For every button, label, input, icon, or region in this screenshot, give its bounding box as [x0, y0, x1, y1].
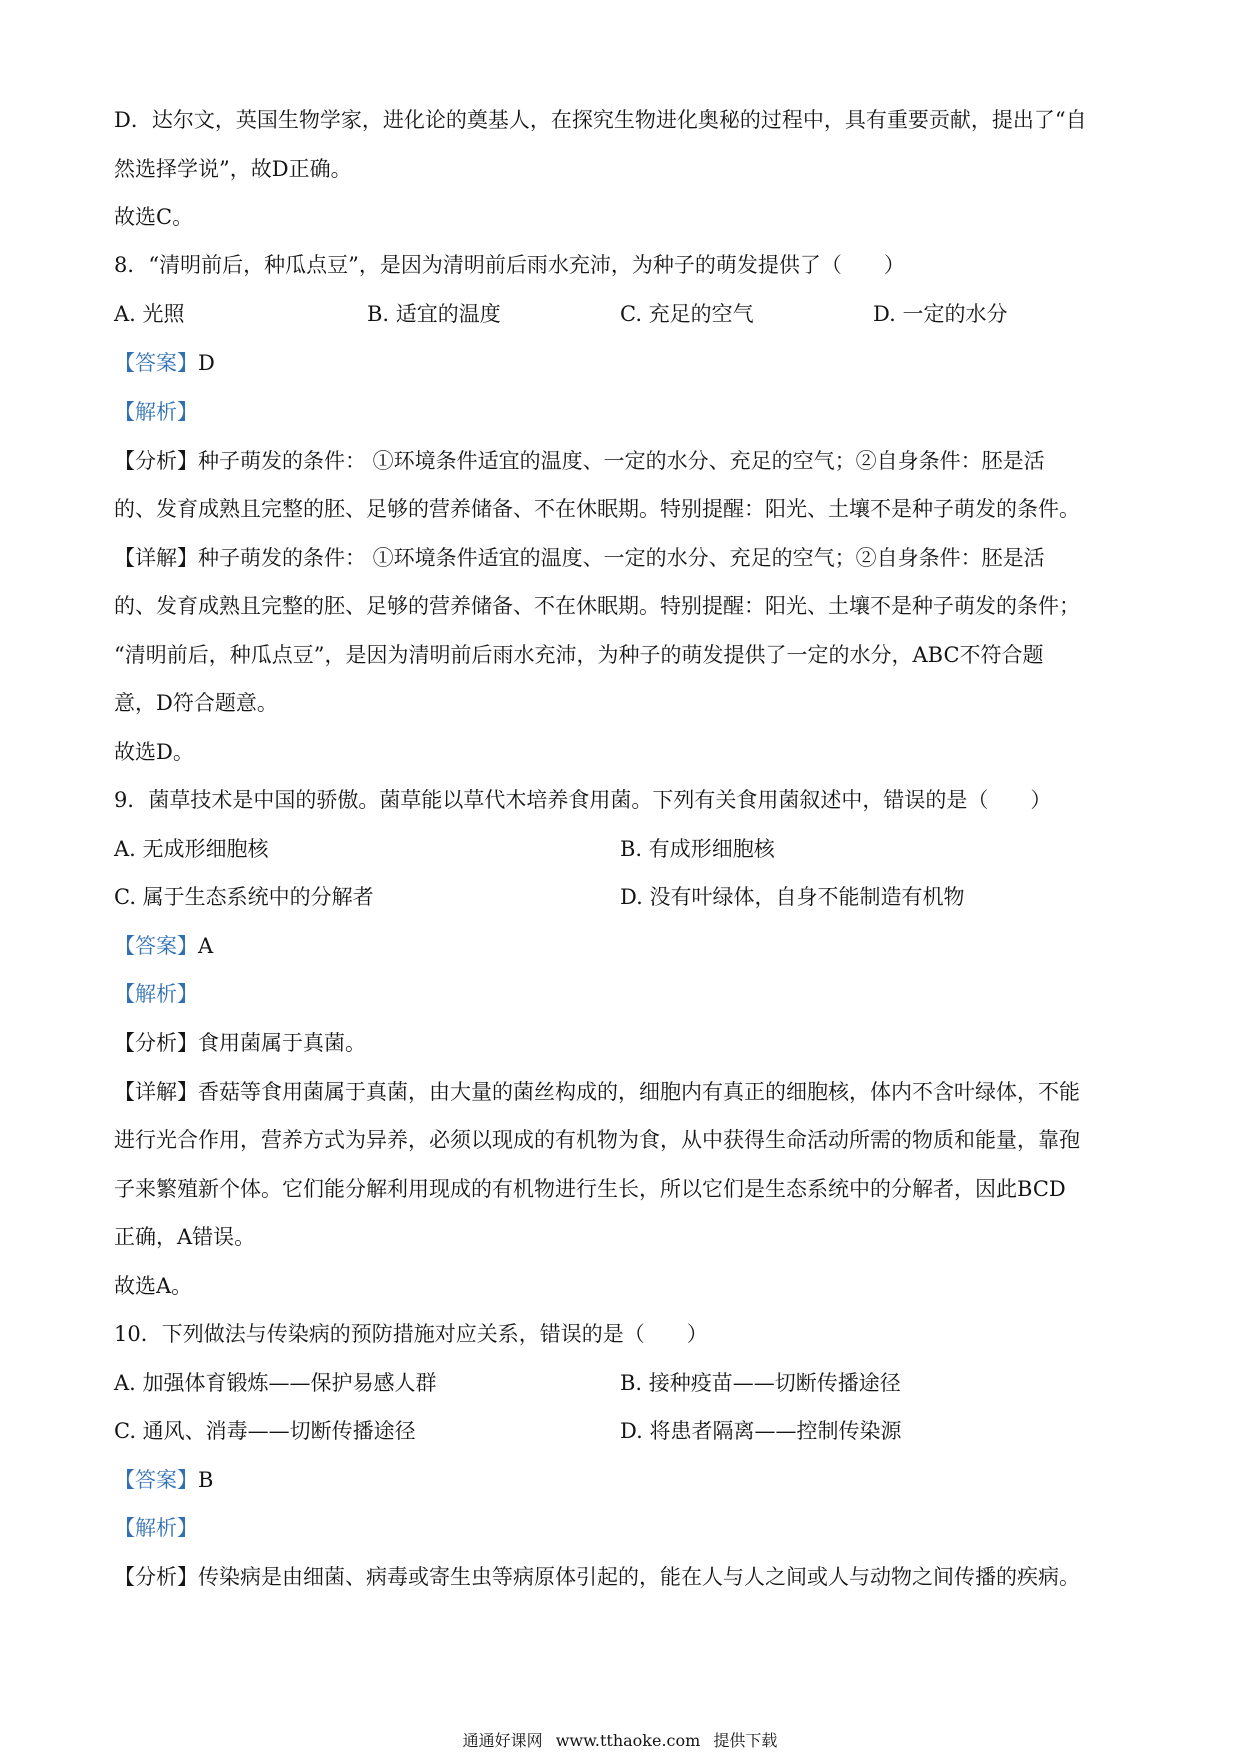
q9-explain-heading: [114, 980, 198, 1008]
detail-tag: 【详解】: [114, 546, 198, 570]
q9-analysis-text: 食用菌属于真菌。: [198, 1031, 366, 1055]
explain-tag: 【解析】: [114, 400, 198, 424]
analysis-tag: 【分析】: [114, 1031, 198, 1055]
q10-option-b: B. 接种疫苗——切断传播途径: [620, 1371, 901, 1395]
detail-tag: 【详解】: [114, 1080, 198, 1104]
page-footer: [0, 1731, 1240, 1751]
q9-detail-text-1: 香菇等食用菌属于真菌，由大量的菌丝构成的，细胞内有真正的细胞核，体内不含叶绿体，不能: [198, 1080, 1080, 1104]
analysis-tag: 【分析】: [114, 1565, 198, 1589]
q8-explain-heading: [114, 398, 198, 426]
q8-answer-value: D: [198, 351, 215, 375]
q8-answer: [114, 349, 215, 377]
q9-detail-2: 进行光合作用，营养方式为异养，必须以现成的有机物为食，从中获得生命活动所需的物质和能量，靠孢: [114, 1128, 1080, 1152]
q8-stem: 8．“清明前后，种瓜点豆”，是因为清明前后雨水充沛，为种子的萌发提供了（ ）: [114, 253, 905, 277]
q9-answer-value: A: [198, 934, 214, 958]
q8-detail-4: 意，D符合题意。: [114, 691, 278, 715]
answer-tag: 【答案】: [114, 1468, 198, 1492]
q8-analysis-text-1: 种子萌发的条件： ①环境条件适宜的温度、一定的水分、充足的空气；②自身条件：胚是活: [198, 449, 1045, 473]
q9-option-d: D. 没有叶绿体，自身不能制造有机物: [620, 885, 965, 909]
q9-option-a: A. 无成形细胞核: [114, 837, 269, 861]
analysis-tag: 【分析】: [114, 449, 198, 473]
q8-detail-3: “清明前后，种瓜点豆”，是因为清明前后雨水充沛，为种子的萌发提供了一定的水分，ABC不符合题: [114, 643, 1044, 667]
q8-detail-2: 的、发育成熟且完整的胚、足够的营养储备、不在休眠期。特别提醒：阳光、土壤不是种子萌发的条件；: [114, 594, 1080, 618]
q9-detail-3: 子来繁殖新个体。它们能分解利用现成的有机物进行生长，所以它们是生态系统中的分解者，因此BCD: [114, 1177, 1066, 1201]
q9-conclusion: 故选A。: [114, 1274, 193, 1298]
q8-option-a: A. 光照: [114, 302, 185, 326]
explain-tag: 【解析】: [114, 1516, 198, 1540]
q8-detail-1: [114, 544, 1045, 572]
q10-answer: [114, 1466, 213, 1494]
q10-analysis: [114, 1563, 1080, 1591]
q9-detail-4: 正确，A错误。: [114, 1225, 256, 1249]
q8-option-b: B. 适宜的温度: [367, 302, 501, 326]
q7-option-d-text-1: D．达尔文，英国生物学家，进化论的奠基人，在探究生物进化奥秘的过程中，具有重要贡献，提出了“自: [114, 108, 1087, 132]
q10-option-d: D. 将患者隔离——控制传染源: [620, 1419, 902, 1443]
q10-analysis-text: 传染病是由细菌、病毒或寄生虫等病原体引起的，能在人与人之间或人与动物之间传播的疾病。: [198, 1565, 1080, 1589]
footer-site-name: 通通好课网: [462, 1731, 543, 1750]
q9-answer: [114, 932, 213, 960]
q7-conclusion: 故选C。: [114, 205, 194, 229]
q9-option-b: B. 有成形细胞核: [620, 837, 775, 861]
q8-analysis-2: 的、发育成熟且完整的胚、足够的营养储备、不在休眠期。特别提醒：阳光、土壤不是种子萌发的条件。: [114, 497, 1080, 521]
q8-option-d: D. 一定的水分: [873, 302, 1008, 326]
q9-analysis: [114, 1029, 366, 1057]
q10-option-c: C. 通风、消毒——切断传播途径: [114, 1419, 416, 1443]
explain-tag: 【解析】: [114, 982, 198, 1006]
q8-analysis-1: [114, 447, 1045, 475]
q8-conclusion: 故选D。: [114, 740, 194, 764]
q7-option-d-text-2: 然选择学说”，故D正确。: [114, 157, 352, 181]
footer-suffix: 提供下载: [713, 1731, 778, 1750]
q10-option-a: A. 加强体育锻炼——保护易感人群: [114, 1371, 437, 1395]
q8-option-c: C. 充足的空气: [620, 302, 754, 326]
q8-detail-text-1: 种子萌发的条件： ①环境条件适宜的温度、一定的水分、充足的空气；②自身条件：胚是活: [198, 546, 1045, 570]
answer-tag: 【答案】: [114, 934, 198, 958]
q9-detail-1: [114, 1078, 1080, 1106]
q10-stem: 10．下列做法与传染病的预防措施对应关系，错误的是（ ）: [114, 1322, 708, 1346]
q10-explain-heading: [114, 1514, 198, 1542]
q9-stem: 9．菌草技术是中国的骄傲。菌草能以草代木培养食用菌。下列有关食用菌叙述中，错误的是（ ）: [114, 788, 1052, 812]
q10-answer-value: B: [198, 1468, 214, 1492]
answer-tag: 【答案】: [114, 351, 198, 375]
q9-option-c: C. 属于生态系统中的分解者: [114, 885, 374, 909]
footer-url[interactable]: www.tthaoke.com: [555, 1731, 701, 1750]
